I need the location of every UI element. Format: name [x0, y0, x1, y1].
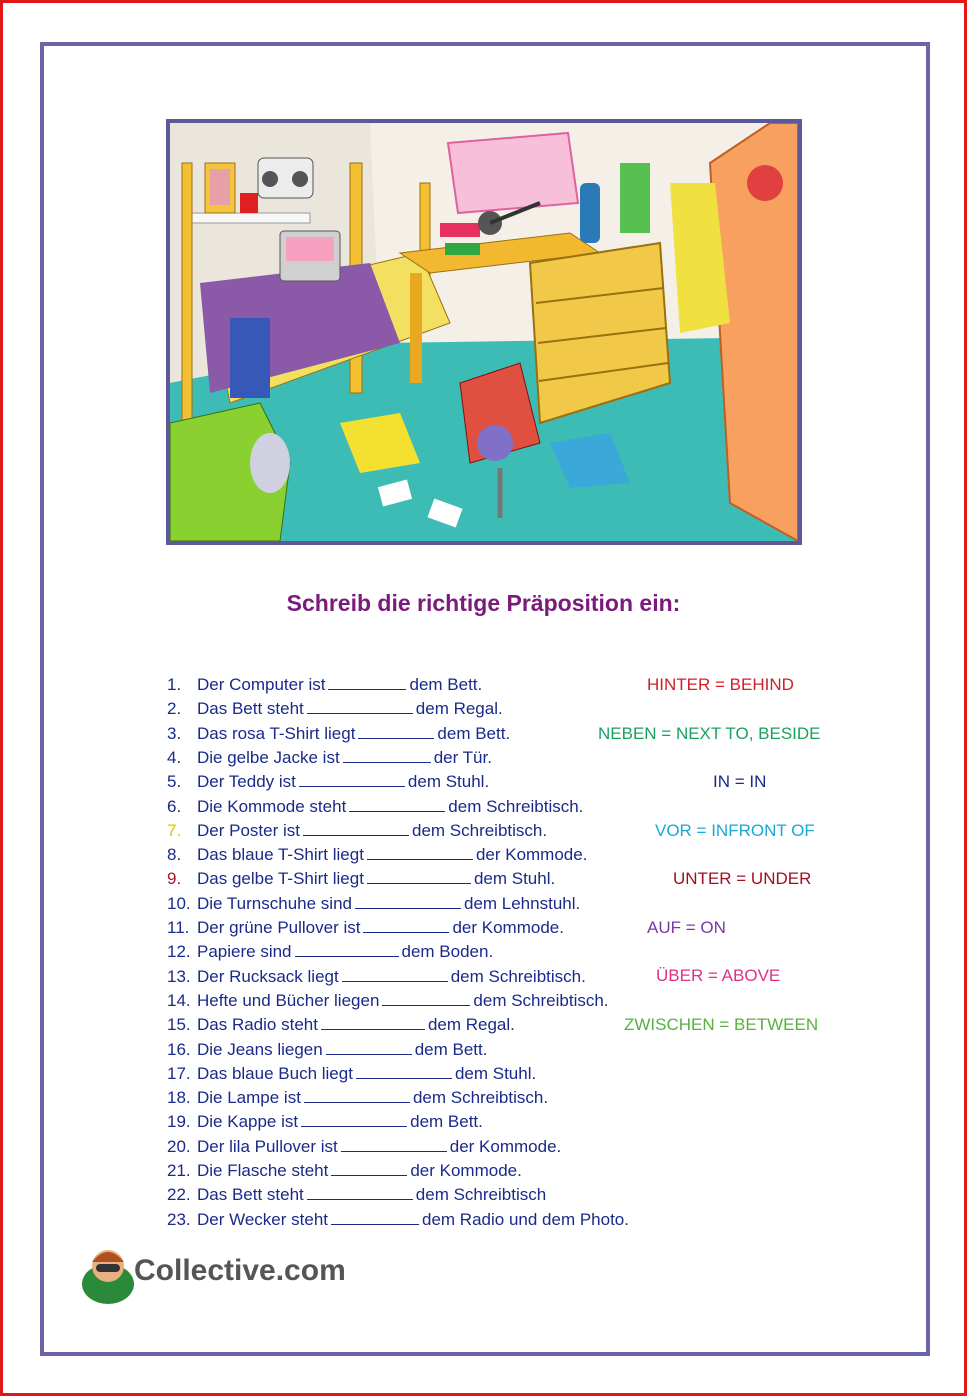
sentence-number: 4.	[167, 747, 182, 767]
sentence-end: dem Lehnstuhl.	[463, 893, 581, 913]
answer-blank[interactable]	[343, 748, 431, 763]
sentence-start: Der Computer ist	[197, 675, 326, 694]
answer-blank[interactable]	[304, 1088, 410, 1103]
answer-blank[interactable]	[321, 1015, 425, 1030]
sentence-item	[167, 1137, 561, 1157]
sentence-item	[167, 821, 547, 841]
answer-blank[interactable]	[382, 991, 470, 1006]
sentence-end: der Kommode.	[410, 1161, 522, 1180]
sentence-start: Die Turnschuhe sind	[197, 893, 352, 913]
sentence-item	[167, 1015, 515, 1035]
sentence-item	[167, 967, 586, 987]
sentence-item	[167, 748, 492, 768]
sentence-item	[167, 1161, 522, 1181]
answer-blank[interactable]	[328, 675, 406, 690]
sentence-number: 5.	[167, 772, 182, 792]
sentence-item	[167, 1088, 548, 1108]
sentence-end: dem Bett.	[414, 1039, 488, 1059]
sentence-end: dem Schreibtisch.	[448, 796, 584, 816]
sentence-end: der Kommode.	[452, 918, 564, 937]
legend-item: ZWISCHEN = BETWEEN	[624, 1015, 819, 1034]
sentence-end: der Kommode.	[475, 845, 588, 865]
sentence-item	[167, 699, 503, 719]
sentence-number: 18.	[167, 1088, 191, 1108]
sentence-number: 20.	[167, 1136, 191, 1156]
sentence-number: 8.	[167, 845, 182, 865]
legend-item: HINTER = BEHIND	[647, 675, 794, 694]
sentence-end: dem Schreibtisch	[415, 1185, 547, 1205]
bedroom-drawing	[170, 123, 798, 541]
sentence-item	[167, 772, 489, 792]
sentence-end: dem Regal.	[415, 699, 503, 719]
sentence-start: Hefte und Bücher liegen	[197, 990, 380, 1010]
sentence-number: 22.	[167, 1185, 191, 1205]
sentence-number: 10.	[167, 893, 191, 913]
sentence-end: dem Stuhl.	[454, 1063, 537, 1083]
sentence-start: Die Kappe ist	[197, 1112, 299, 1132]
sentence-start: Die Lampe ist	[197, 1088, 301, 1108]
sentence-end: der Tür.	[433, 747, 492, 767]
sentence-end: dem Boden.	[401, 942, 494, 962]
sentence-end: dem Radio und dem Photo.	[422, 1209, 629, 1229]
legend-item: IN = IN	[713, 772, 767, 791]
sentence-item	[167, 797, 583, 817]
sentence-end: dem Stuhl.	[407, 772, 490, 792]
sentence-start: Das Radio steht	[197, 1015, 318, 1035]
answer-blank[interactable]	[331, 1161, 407, 1176]
sentence-start: Der Poster ist	[197, 820, 300, 840]
sentence-number: 7.	[167, 820, 182, 840]
answer-blank[interactable]	[307, 1185, 413, 1200]
sentence-start: Die Flasche steht	[197, 1161, 329, 1180]
sentence-start: Das gelbe T-Shirt liegt	[197, 869, 364, 889]
sentence-start: Die Kommode steht	[197, 796, 347, 816]
sentence-number: 6.	[167, 796, 182, 816]
sentence-end: dem Stuhl.	[473, 869, 556, 889]
sentence-item	[167, 991, 609, 1011]
sentence-start: Das blaue Buch liegt	[197, 1063, 353, 1083]
sentence-item	[167, 845, 587, 865]
answer-blank[interactable]	[342, 967, 448, 982]
bedroom-illustration	[166, 119, 802, 545]
sentence-number: 1.	[167, 675, 182, 694]
sentence-number: 23.	[167, 1209, 191, 1229]
sentence-item	[167, 724, 510, 744]
answer-blank[interactable]	[326, 1040, 412, 1055]
sentence-item	[167, 1040, 487, 1060]
sentence-end: dem Bett.	[410, 1112, 483, 1132]
sentence-start: Die Jeans liegen	[197, 1039, 323, 1059]
sentence-item	[167, 894, 580, 914]
sentence-item	[167, 918, 564, 938]
sentence-start: Der grüne Pullover ist	[197, 918, 361, 937]
sentence-number: 15.	[167, 1015, 191, 1035]
sentence-end: dem Bett.	[409, 675, 483, 694]
answer-blank[interactable]	[349, 797, 445, 812]
sentence-start: Der Teddy ist	[197, 772, 296, 792]
sentence-start: Papiere sind	[197, 942, 292, 962]
answer-blank[interactable]	[363, 918, 449, 933]
answer-blank[interactable]	[355, 894, 461, 909]
sentence-item	[167, 1064, 536, 1084]
sentence-number: 2.	[167, 699, 182, 719]
sentence-start: Der Rucksack liegt	[197, 966, 339, 986]
sentence-end: dem Regal.	[427, 1015, 515, 1035]
sentence-end: dem Schreibtisch.	[412, 1088, 549, 1108]
sentence-number: 13.	[167, 966, 191, 986]
sentence-start: Der lila Pullover ist	[197, 1136, 338, 1156]
answer-blank[interactable]	[303, 821, 409, 836]
answer-blank[interactable]	[367, 869, 471, 884]
sentence-start: Das rosa T-Shirt liegt	[197, 723, 356, 743]
answer-blank[interactable]	[358, 724, 434, 739]
answer-blank[interactable]	[301, 1112, 407, 1127]
worksheet-title: Schreib die richtige Präposition ein:	[286, 590, 681, 616]
sentence-number: 11.	[167, 918, 190, 937]
sentence-end: der Kommode.	[449, 1136, 562, 1156]
sentence-item	[167, 675, 482, 695]
answer-blank[interactable]	[299, 772, 405, 787]
islcollective-logo	[78, 1244, 408, 1310]
sentence-start: Der Wecker steht	[197, 1209, 329, 1229]
sentence-number: 9.	[167, 869, 182, 889]
sentence-item	[167, 1210, 629, 1230]
sentence-start: Das blaue T-Shirt liegt	[197, 845, 364, 865]
sentence-number: 21.	[167, 1161, 191, 1180]
answer-blank[interactable]	[295, 942, 399, 957]
sentence-end: dem Bett.	[437, 723, 511, 743]
sentence-item	[167, 1185, 546, 1205]
legend-item: AUF = ON	[647, 918, 726, 937]
sentence-start: Das Bett steht	[197, 699, 304, 719]
sentence-number: 3.	[167, 723, 182, 743]
sentence-start: Die gelbe Jacke ist	[197, 747, 340, 767]
sentence-number: 17.	[167, 1063, 191, 1083]
sentence-item	[167, 869, 555, 889]
logo-text: Collective.com	[134, 1254, 346, 1287]
sentence-start: Das Bett steht	[197, 1185, 304, 1205]
legend-item: ÜBER = ABOVE	[656, 966, 781, 985]
answer-blank[interactable]	[307, 699, 413, 714]
answer-blank[interactable]	[341, 1137, 447, 1152]
legend-item: NEBEN = NEXT TO, BESIDE	[598, 724, 821, 743]
sentence-number: 16.	[167, 1039, 191, 1059]
sentence-end: dem Schreibtisch.	[473, 990, 609, 1010]
sentence-end: dem Schreibtisch.	[450, 966, 586, 986]
sentence-item	[167, 942, 493, 962]
legend-item: UNTER = UNDER	[673, 869, 812, 888]
sentence-number: 14.	[167, 990, 191, 1010]
answer-blank[interactable]	[356, 1064, 452, 1079]
answer-blank[interactable]	[331, 1210, 419, 1225]
sentence-number: 12.	[167, 942, 191, 962]
legend-item: VOR = INFRONT OF	[655, 821, 815, 840]
mascot-icon	[78, 1244, 138, 1310]
sentence-end: dem Schreibtisch.	[411, 820, 548, 840]
answer-blank[interactable]	[367, 845, 473, 860]
sentence-item	[167, 1112, 483, 1132]
sentence-number: 19.	[167, 1112, 191, 1132]
